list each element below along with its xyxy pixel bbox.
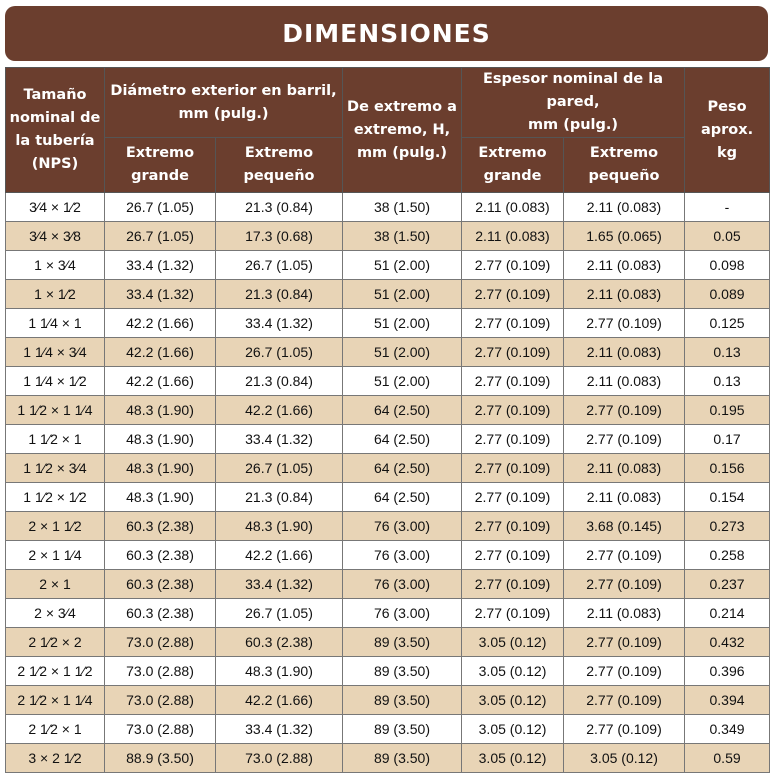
cell-od-small: 21.3 (0.84) [216,193,343,222]
cell-od-large: 33.4 (1.32) [105,280,216,309]
cell-wall-large: 3.05 (0.12) [462,686,564,715]
cell-od-large: 73.0 (2.88) [105,628,216,657]
cell-weight: 0.089 [685,280,770,309]
cell-wall-small: 2.77 (0.109) [564,657,685,686]
cell-weight: 0.125 [685,309,770,338]
cell-od-large: 60.3 (2.38) [105,599,216,628]
cell-wall-small: 2.11 (0.083) [564,599,685,628]
cell-nominal-size: 1 1⁄2 × 3⁄4 [6,454,105,483]
cell-wall-large: 2.77 (0.109) [462,396,564,425]
cell-od-small: 48.3 (1.90) [216,512,343,541]
cell-od-large: 48.3 (1.90) [105,454,216,483]
dimensions-table [5,67,770,773]
header-od-small-end: Extremo pequeño [216,138,343,193]
cell-end-to-end: 64 (2.50) [343,483,462,512]
header-wall-thickness: Espesor nominal de la pared, mm (pulg.) [462,68,685,138]
cell-od-small: 60.3 (2.38) [216,628,343,657]
cell-nominal-size: 2 1⁄2 × 1 1⁄2 [6,657,105,686]
cell-wall-large: 2.77 (0.109) [462,338,564,367]
cell-end-to-end: 89 (3.50) [343,715,462,744]
cell-weight: 0.349 [685,715,770,744]
cell-nominal-size: 1 1⁄4 × 3⁄4 [6,338,105,367]
header-nominal-size: Tamaño nominal de la tubería (NPS) [6,68,105,193]
cell-od-small: 26.7 (1.05) [216,454,343,483]
cell-od-small: 33.4 (1.32) [216,715,343,744]
cell-wall-small: 3.05 (0.12) [564,744,685,773]
cell-weight: 0.154 [685,483,770,512]
cell-wall-small: 2.11 (0.083) [564,483,685,512]
cell-end-to-end: 76 (3.00) [343,541,462,570]
cell-nominal-size: 2 1⁄2 × 1 1⁄4 [6,686,105,715]
cell-wall-large: 3.05 (0.12) [462,744,564,773]
cell-wall-large: 2.77 (0.109) [462,309,564,338]
table-row [6,628,770,657]
table-body [6,193,770,773]
cell-end-to-end: 51 (2.00) [343,309,462,338]
cell-wall-large: 3.05 (0.12) [462,657,564,686]
cell-wall-large: 2.77 (0.109) [462,425,564,454]
table-row [6,657,770,686]
cell-od-small: 33.4 (1.32) [216,570,343,599]
cell-end-to-end: 38 (1.50) [343,193,462,222]
cell-od-small: 26.7 (1.05) [216,599,343,628]
cell-wall-small: 2.77 (0.109) [564,309,685,338]
cell-end-to-end: 89 (3.50) [343,686,462,715]
cell-weight: 0.098 [685,251,770,280]
cell-nominal-size: 2 × 1 1⁄2 [6,512,105,541]
cell-weight: 0.13 [685,338,770,367]
header-weight: Peso aprox. kg [685,68,770,193]
table-row [6,454,770,483]
cell-wall-large: 2.11 (0.083) [462,222,564,251]
cell-end-to-end: 51 (2.00) [343,251,462,280]
cell-weight: 0.59 [685,744,770,773]
table-row [6,570,770,599]
cell-nominal-size: 1 1⁄2 × 1 [6,425,105,454]
table-row [6,715,770,744]
cell-weight: 0.156 [685,454,770,483]
cell-weight: 0.195 [685,396,770,425]
cell-nominal-size: 1 1⁄4 × 1 [6,309,105,338]
cell-end-to-end: 89 (3.50) [343,628,462,657]
cell-nominal-size: 1 1⁄4 × 1⁄2 [6,367,105,396]
cell-weight: 0.432 [685,628,770,657]
cell-nominal-size: 1 × 1⁄2 [6,280,105,309]
cell-wall-small: 2.77 (0.109) [564,396,685,425]
table-row [6,541,770,570]
cell-end-to-end: 64 (2.50) [343,454,462,483]
cell-od-large: 26.7 (1.05) [105,193,216,222]
cell-weight: 0.05 [685,222,770,251]
header-wall-large-end: Extremo grande [462,138,564,193]
cell-wall-small: 2.77 (0.109) [564,541,685,570]
header-end-to-end: De extremo a extremo, H, mm (pulg.) [343,68,462,193]
cell-od-small: 17.3 (0.68) [216,222,343,251]
cell-od-large: 48.3 (1.90) [105,483,216,512]
cell-wall-small: 2.77 (0.109) [564,628,685,657]
cell-od-large: 48.3 (1.90) [105,396,216,425]
cell-od-large: 73.0 (2.88) [105,686,216,715]
cell-end-to-end: 76 (3.00) [343,570,462,599]
cell-nominal-size: 2 × 1 [6,570,105,599]
cell-wall-large: 2.77 (0.109) [462,251,564,280]
cell-weight: 0.273 [685,512,770,541]
cell-od-small: 26.7 (1.05) [216,338,343,367]
cell-nominal-size: 3⁄4 × 3⁄8 [6,222,105,251]
cell-wall-small: 2.11 (0.083) [564,193,685,222]
cell-od-large: 42.2 (1.66) [105,309,216,338]
header-od-large-end: Extremo grande [105,138,216,193]
cell-od-large: 42.2 (1.66) [105,367,216,396]
table-row [6,251,770,280]
cell-nominal-size: 2 × 1 1⁄4 [6,541,105,570]
page-title: DIMENSIONES [5,6,768,61]
table-row [6,512,770,541]
table-row [6,222,770,251]
cell-wall-small: 2.11 (0.083) [564,280,685,309]
cell-nominal-size: 1 1⁄2 × 1 1⁄4 [6,396,105,425]
cell-wall-large: 2.77 (0.109) [462,599,564,628]
cell-weight: - [685,193,770,222]
cell-wall-large: 2.77 (0.109) [462,367,564,396]
table-row [6,396,770,425]
cell-weight: 0.258 [685,541,770,570]
cell-wall-large: 2.77 (0.109) [462,454,564,483]
cell-od-large: 48.3 (1.90) [105,425,216,454]
cell-od-small: 42.2 (1.66) [216,396,343,425]
cell-nominal-size: 1 × 3⁄4 [6,251,105,280]
cell-od-small: 26.7 (1.05) [216,251,343,280]
cell-od-small: 33.4 (1.32) [216,425,343,454]
cell-wall-large: 2.11 (0.083) [462,193,564,222]
table-row [6,280,770,309]
cell-wall-small: 3.68 (0.145) [564,512,685,541]
cell-end-to-end: 51 (2.00) [343,367,462,396]
cell-wall-large: 3.05 (0.12) [462,628,564,657]
table-row [6,483,770,512]
cell-od-large: 73.0 (2.88) [105,715,216,744]
cell-od-large: 60.3 (2.38) [105,570,216,599]
table-row [6,425,770,454]
cell-end-to-end: 51 (2.00) [343,280,462,309]
cell-nominal-size: 3 × 2 1⁄2 [6,744,105,773]
cell-wall-small: 2.77 (0.109) [564,715,685,744]
cell-wall-small: 2.11 (0.083) [564,367,685,396]
cell-wall-small: 2.11 (0.083) [564,251,685,280]
cell-wall-small: 1.65 (0.065) [564,222,685,251]
cell-nominal-size: 2 1⁄2 × 2 [6,628,105,657]
cell-end-to-end: 89 (3.50) [343,744,462,773]
cell-nominal-size: 2 1⁄2 × 1 [6,715,105,744]
cell-wall-small: 2.77 (0.109) [564,570,685,599]
cell-end-to-end: 76 (3.00) [343,512,462,541]
cell-od-large: 26.7 (1.05) [105,222,216,251]
cell-od-large: 60.3 (2.38) [105,541,216,570]
cell-od-large: 60.3 (2.38) [105,512,216,541]
cell-od-large: 73.0 (2.88) [105,657,216,686]
cell-wall-large: 2.77 (0.109) [462,541,564,570]
cell-wall-small: 2.77 (0.109) [564,686,685,715]
table-row [6,686,770,715]
cell-end-to-end: 76 (3.00) [343,599,462,628]
cell-od-large: 33.4 (1.32) [105,251,216,280]
cell-od-large: 42.2 (1.66) [105,338,216,367]
cell-nominal-size: 2 × 3⁄4 [6,599,105,628]
cell-weight: 0.396 [685,657,770,686]
cell-wall-large: 2.77 (0.109) [462,280,564,309]
cell-end-to-end: 89 (3.50) [343,657,462,686]
cell-end-to-end: 64 (2.50) [343,425,462,454]
cell-end-to-end: 51 (2.00) [343,338,462,367]
cell-od-small: 42.2 (1.66) [216,541,343,570]
cell-end-to-end: 64 (2.50) [343,396,462,425]
table-row [6,367,770,396]
cell-od-small: 21.3 (0.84) [216,483,343,512]
table-row [6,744,770,773]
cell-wall-large: 2.77 (0.109) [462,512,564,541]
table-row [6,338,770,367]
cell-od-small: 73.0 (2.88) [216,744,343,773]
cell-wall-large: 2.77 (0.109) [462,570,564,599]
cell-weight: 0.394 [685,686,770,715]
header-wall-small-end: Extremo pequeño [564,138,685,193]
cell-weight: 0.214 [685,599,770,628]
cell-od-small: 42.2 (1.66) [216,686,343,715]
cell-weight: 0.17 [685,425,770,454]
cell-wall-small: 2.11 (0.083) [564,338,685,367]
cell-wall-large: 3.05 (0.12) [462,715,564,744]
header-outer-diameter: Diámetro exterior en barril, mm (pulg.) [105,68,343,138]
cell-od-small: 33.4 (1.32) [216,309,343,338]
table-row [6,193,770,222]
cell-nominal-size: 1 1⁄2 × 1⁄2 [6,483,105,512]
cell-end-to-end: 38 (1.50) [343,222,462,251]
cell-weight: 0.237 [685,570,770,599]
cell-wall-small: 2.77 (0.109) [564,425,685,454]
cell-od-large: 88.9 (3.50) [105,744,216,773]
table-row [6,309,770,338]
cell-nominal-size: 3⁄4 × 1⁄2 [6,193,105,222]
cell-od-small: 21.3 (0.84) [216,280,343,309]
cell-wall-small: 2.11 (0.083) [564,454,685,483]
cell-weight: 0.13 [685,367,770,396]
cell-wall-large: 2.77 (0.109) [462,483,564,512]
table-row [6,599,770,628]
cell-od-small: 48.3 (1.90) [216,657,343,686]
cell-od-small: 21.3 (0.84) [216,367,343,396]
